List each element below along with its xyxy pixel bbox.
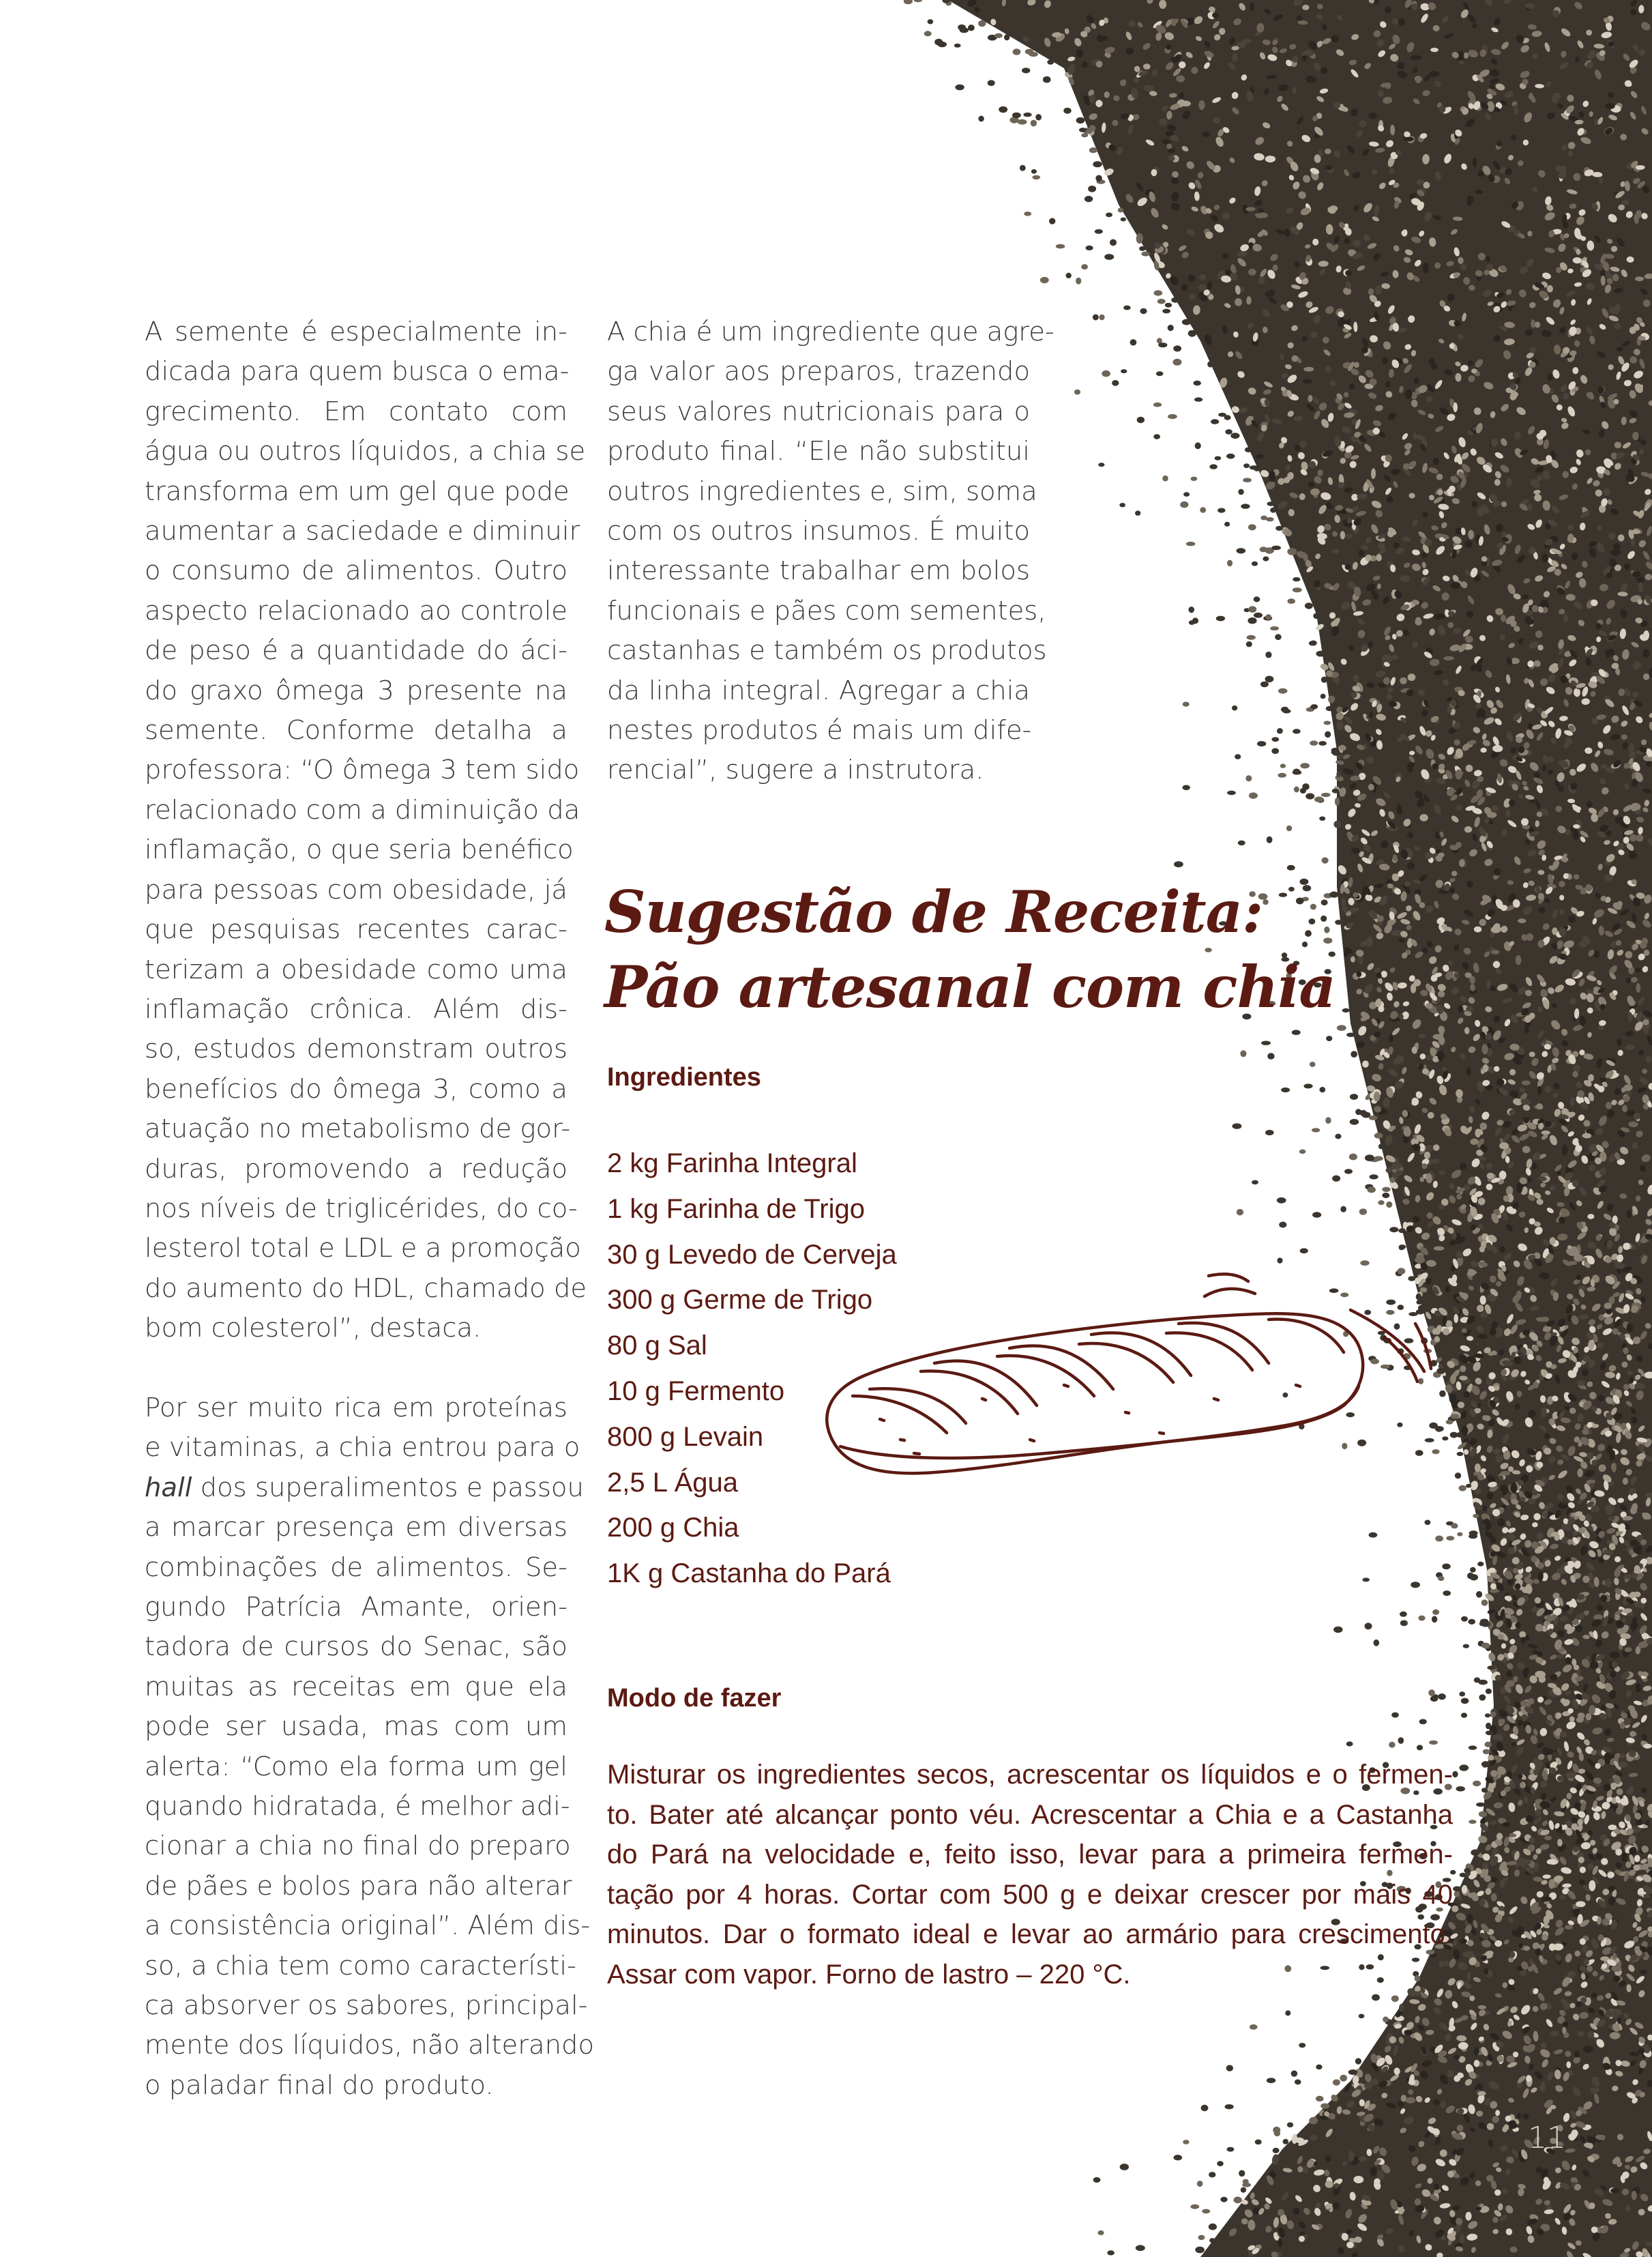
left-paragraph-1 [145,312,587,1349]
text-line: o consumo de alimentos. Outro [145,555,567,587]
text-line: transforma em um gel que pode [145,476,570,507]
ingredient-item: 10 g Fermento [607,1375,785,1406]
text-line: atuação no metabolismo de gor- [145,1113,571,1145]
text-fragment: dos superalimentos e passou [192,1472,584,1503]
text-line: aspecto relacionado ao controle [145,595,567,626]
text-line: produto final. “Ele não substitui [607,436,1030,467]
method-text [607,1755,1453,1995]
text-line: que pesquisas recentes carac- [145,914,567,946]
text-line: A semente é especialmente in- [145,317,567,347]
text-line: da linha integral. Agregar a chia [607,675,1030,706]
text-line: Por ser muito rica em proteínas [145,1392,567,1423]
text-line: muitas as receitas em que ela [145,1671,567,1702]
text-line: to. Bater até alcançar ponto véu. Acrescentar a Chia e a Castanha [607,1799,1453,1830]
ingredient-item: 30 g Levedo de Cerveja [607,1239,897,1270]
text-line: seus valores nutricionais para o [607,396,1030,427]
text-line: professora: “O ômega 3 tem sido [145,755,580,786]
ingredient-item: 300 g Germe de Trigo [607,1285,873,1315]
text-line: o paladar final do produto. [145,2069,494,2101]
left-paragraph-2 [145,1388,595,2106]
italic-word: hall [145,1472,192,1503]
text-line: funcionais e pães com sementes, [607,595,1046,626]
text-line: água ou outros líquidos, a chia se [145,436,586,467]
text-line: cionar a chia no final do preparo [145,1831,571,1862]
text-line: do Pará na velocidade e, feito isso, levar para a primeira fermen- [607,1839,1453,1870]
text-line: grecimento. Em contato com [145,396,567,427]
text-line: Misturar os ingredientes secos, acrescentar os líquidos e o fermen- [607,1760,1453,1790]
text-line: nestes produtos é mais um dife- [607,715,1032,746]
page-number: 11 [1528,2121,1566,2155]
text-line: alerta: “Como ela forma um gel [145,1751,567,1782]
text-line: so, a chia tem como característi- [145,1950,576,1981]
ingredient-item: 200 g Chia [607,1513,739,1543]
text-line: aumentar a saciedade e diminuir [145,516,580,547]
text-line: inflamação, o que seria benéfico [145,834,574,866]
text-line: relacionado com a diminuição da [145,794,580,826]
text-line: Assar com vapor. Forno de lastro – 220 °C. [607,1959,1131,1990]
text-line: terizam a obesidade como uma [145,954,567,985]
ingredient-item: 2 kg Farinha Integral [607,1148,857,1178]
text-line: ca absorver os sabores, principal- [145,1990,588,2022]
text-line: ga valor aos preparos, trazendo [607,356,1030,388]
text-line: com os outros insumos. É muito [607,516,1030,547]
text-line: castanhas e também os produtos [607,635,1047,667]
text-line: inflamação crônica. Além dis- [145,993,567,1025]
text-line: A chia é um ingrediente que agre- [607,317,1054,347]
ingredient-item: 1 kg Farinha de Trigo [607,1193,865,1224]
baguette-bread-icon [805,1235,1473,1508]
text-line: do graxo ômega 3 presente na [145,675,567,706]
text-line: de pães e bolos para não alterar [145,1870,572,1902]
ingredient-item: 80 g Sal [607,1330,707,1361]
ingredient-item: 800 g Levain [607,1421,764,1452]
text-line: para pessoas com obesidade, já [145,874,567,905]
text-line: interessante trabalhar em bolos [607,555,1030,587]
text-line: combinações de alimentos. Se- [145,1552,567,1583]
text-line: de peso é a quantidade do áci- [145,635,567,667]
recipe-title-line-1: Sugestão de Receita: [604,878,1263,946]
text-line: a consistência original”. Além dis- [145,1910,591,1942]
text-line: tação por 4 horas. Cortar com 500 g e deixar crescer por mais 40 [607,1879,1453,1910]
text-line: rencial”, sugere a instrutora. [607,755,984,786]
method-heading: Modo de fazer [607,1684,782,1713]
text-line: do aumento do HDL, chamado de [145,1272,587,1304]
text-line: benefícios do ômega 3, como a [145,1073,567,1105]
ingredients-heading: Ingredientes [607,1063,761,1092]
left-paragraph-2-rest [145,1508,595,2106]
text-line: dicada para quem busca o ema- [145,356,570,388]
recipe-title-line-2: Pão artesanal com chia [604,953,1336,1021]
ingredient-item: 1K g Castanha do Pará [607,1558,891,1589]
text-line: a marcar presença em diversas [145,1512,567,1543]
text-line: lesterol total e LDL e a promoção [145,1233,581,1264]
text-line: nos níveis de triglicérides, do co- [145,1193,578,1224]
text-line: gundo Patrícia Amante, orien- [145,1591,567,1622]
text-line: mente dos líquidos, não alterando [145,2030,595,2061]
text-line: minutos. Dar o formato ideal e levar ao armário para crescimento. [607,1919,1453,1950]
ingredient-item: 2,5 L Água [607,1467,739,1498]
recipe-title [604,875,1382,1025]
text-line [145,1468,584,1508]
text-line: bom colesterol”, destaca. [145,1313,482,1344]
text-line: duras, promovendo a redução [145,1153,567,1184]
text-line: outros ingredientes e, sim, soma [607,476,1037,507]
left-column-article [145,312,595,2106]
text-line: quando hidratada, é melhor adi- [145,1791,570,1822]
middle-column-article [607,312,1054,791]
text-line: semente. Conforme detalha a [145,715,567,746]
text-line: pode ser usada, mas com um [145,1711,567,1743]
text-line: tadora de cursos do Senac, são [145,1631,567,1663]
text-line: e vitaminas, a chia entrou para o [145,1432,580,1464]
text-line: so, estudos demonstram outros [145,1034,567,1065]
